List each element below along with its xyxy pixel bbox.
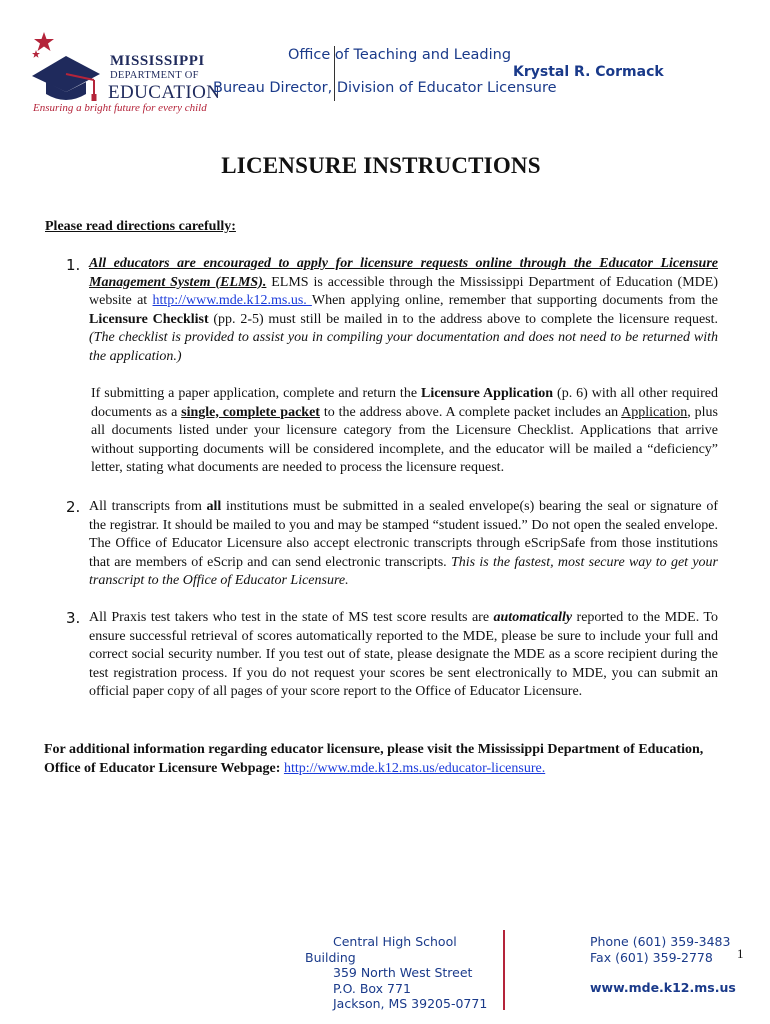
educator-licensure-link[interactable]: http://www.mde.k12.ms.us/educator-licensure.: [283, 760, 546, 776]
item-3-paragraph: All Praxis test takers who test in the state of MS test score results are automatically reported to the MDE. To ensure successful retrieval of scores automatically reported to the MDE, please be sure to include your full and correct social security number. If you test out of state, please designate the MDE as a score recipient during the test registration process. If you do not request your scores be sent electronically to MDE, you can submit an official paper copy of all pages of your score report to the Office of Educator Licensure.: [89, 610, 718, 700]
logo-line-2: DEPARTMENT OF: [110, 70, 199, 81]
elms-encouragement: All educators are encouraged to apply for licensure requests online through the Educator Licensure Management System (ELMS).: [89, 256, 718, 290]
item-2-paragraph: All transcripts from all institutions must be submitted in a sealed envelope(s) bearing the seal or signature of the registrar. It should be mailed to you and may be stamped “student issued.” Do not open the sealed envelope. The Office of Educator Licensure also accept electronic transcripts through eScripSafe from those institutions that are members of eScrip and can send electronic transcripts. This is the fastest, most secure way to get your transcript to the Office of Educator Licensure.: [89, 499, 718, 589]
additional-info: For additional information regarding educator licensure, please visit the Mississippi Department of Education, Office of Educator Licensure Webpage: http://www.mde.k12.ms.us/educator-licensure.: [44, 742, 704, 776]
single-complete-packet: single, complete packet: [181, 404, 320, 420]
mde-website-link[interactable]: http://www.mde.k12.ms.us.: [152, 293, 312, 309]
footer-phone: Phone (601) 359-3483: [590, 934, 731, 949]
all-emphasis: all: [206, 499, 222, 514]
footer-address-line: Jackson, MS 39205-0771: [333, 996, 488, 1011]
automatically-emphasis: automatically: [493, 610, 573, 625]
checklist-note: (The checklist is provided to assist you in compiling your documentation and does not need to be returned with the application.): [89, 330, 718, 364]
item-1-paper-application-paragraph: If submitting a paper application, complete and return the Licensure Application (p. 6) with all other required documents as a single, complete packet to the address above. A complete packet includes an Application, plus all documents listed under your licensure category from the Licensure Checklist. Applications that arrive without supporting documents will be considered incomplete, and the educator will be mailed a “deficiency” letter, stating what documents are needed to process the licensure request.: [91, 386, 718, 476]
application-ref: Application: [621, 404, 688, 420]
licensure-checklist-ref: Licensure Checklist: [89, 311, 209, 327]
page-title: LICENSURE INSTRUCTIONS: [221, 153, 541, 178]
header-office: Office of Teaching and Leading: [288, 47, 512, 63]
graduation-cap-star-icon: [28, 30, 108, 105]
mde-logo: [28, 30, 221, 120]
footer-address-line: Building: [305, 950, 356, 965]
logo-line-3: EDUCATION: [108, 82, 221, 103]
item-2-number: 2.: [66, 498, 81, 516]
footer-address-line: P.O. Box 771: [333, 981, 411, 996]
footer-website[interactable]: www.mde.k12.ms.us: [590, 980, 736, 995]
footer-divider: [503, 930, 505, 1010]
read-directions-heading: Please read directions carefully:: [45, 219, 236, 234]
licensure-application-ref: Licensure Application: [421, 386, 554, 401]
header-director-name: Krystal R. Cormack: [513, 64, 664, 80]
item-3-number: 3.: [66, 609, 81, 627]
item-1-number: 1.: [66, 256, 81, 274]
page-number: 1: [737, 946, 744, 961]
logo-line-1: MISSISSIPPI: [110, 53, 205, 69]
footer-address-line: 359 North West Street: [333, 965, 473, 980]
logo-tagline: Ensuring a bright future for every child: [33, 102, 207, 114]
item-1-paragraph: All educators are encouraged to apply for licensure requests online through the Educator Licensure Management System (ELMS). ELMS is accessible through the Mississippi Department of Education (MDE) website at http://www.mde.k12.ms.us. When applying online, remember that supporting documents from the Licensure Checklist (pp. 2-5) must still be mailed in to the address above to complete the licensure request. (The checklist is provided to assist you in compiling your documentation and does not need to be returned with the application.): [89, 256, 719, 364]
footer-address-line: Central High School: [333, 934, 457, 949]
header-bureau: Bureau Director, Division of Educator Licensure: [213, 80, 557, 96]
footer-fax: Fax (601) 359-2778: [590, 950, 713, 965]
escripsafe-note: This is the fastest, most secure way to get your transcript to the Office of Educator Licensure.: [89, 554, 718, 589]
